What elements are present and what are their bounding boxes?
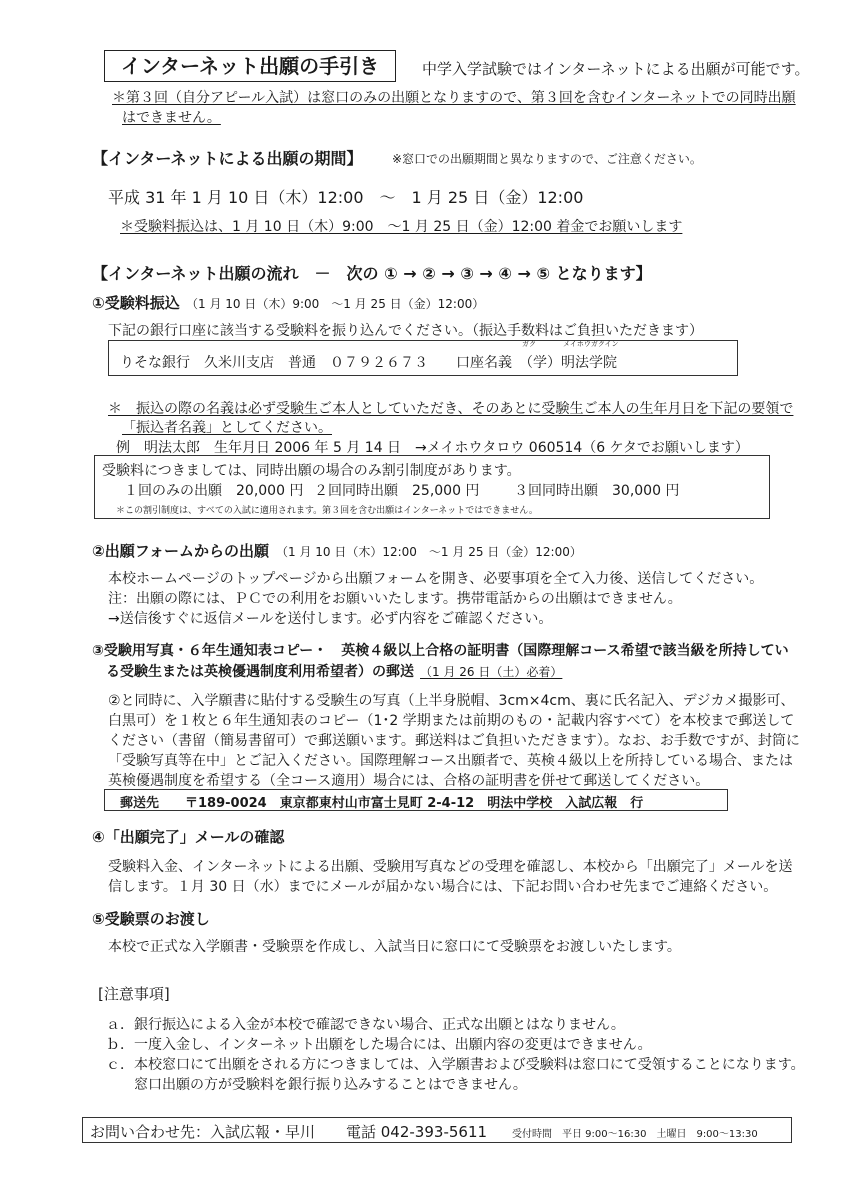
contact-phone: 電話 042-393-5611: [346, 1123, 488, 1141]
ruby-meiho: メイホウガクイン: [563, 340, 619, 348]
note-a: ａ．銀行振込による入金が本校で確認できない場合、正式な出願とはなりません。: [106, 1017, 625, 1033]
step2-period: （1 月 10 日（木）12:00 ～1 月 25 日（金）12:00）: [276, 545, 582, 559]
step5-title: ⑤受験票のお渡し: [92, 910, 210, 928]
fee-double: ２回同時出願 25,000 円: [314, 483, 480, 499]
step3-title-line2: る受験生または英検優遇制度利用希望者）の郵送: [106, 664, 414, 680]
contact-label: お問い合わせ先：入試広報・早川: [90, 1123, 316, 1141]
fee-single: １回のみの出願 20,000 円: [124, 483, 304, 499]
step2-line2: 注：出願の際には、ＰＣでの利用をお願いいたします。携帯電話からの出願はできません。: [108, 591, 682, 607]
period-heading-note: ※窓口での出願期間と異なりますので、ご注意ください。: [392, 152, 702, 166]
transfer-name-note-line2: 「振込者名義」としてください。: [122, 420, 332, 436]
round3-note-line1: ＊第３回（自分アピール入試）は窓口のみの出願となりますので、第３回を含むインターネットでの同時出願: [112, 90, 796, 106]
discount-text: 受験料につきましては、同時出願の場合のみ割引制度があります。: [102, 463, 521, 479]
step2-line1: 本校ホームページのトップページから出願フォームを開き、必要事項を全て入力後、送信してください。: [108, 571, 764, 587]
transfer-name-note-line1: ＊ 振込の際の名義は必ず受験生ご本人としていただき、そのあとに受験生ご本人の生年月日を下記の要領で: [108, 401, 794, 417]
step1-period: （1 月 10 日（木）9:00 ～1 月 25 日（金）12:00）: [186, 297, 485, 311]
transfer-name-example: 例 明法太郎 生年月日 2006 年 5 月 14 日 →メイホウタロウ 060514（6 ケタでお願いします）: [116, 440, 749, 456]
step2-title: ②出願フォームからの出願: [92, 542, 269, 560]
step1-title: ①受験料振込: [92, 294, 180, 312]
contact-hours: 受付時間 平日 9:00～16:30 土曜日 9:00～13:30: [512, 1129, 758, 1140]
step3-line4: 「受験写真等在中」とご記入ください。国際理解コース出願者で、英検４級以上を所持している場合、または: [108, 753, 794, 769]
step3-line2: 白黒可）を１枚と６年生通知表のコピー（1･2 学期または前期のもの・記載内容すべて）を本校まで郵送して: [108, 713, 795, 729]
step3-line5: 英検優遇制度を希望する（全コース適用）場合には、合格の証明書を併せて郵送してください。: [108, 773, 710, 789]
notes-heading: [注意事項]: [98, 985, 170, 1003]
step5-line: 本校で正式な入学願書・受験票を作成し、入試当日に窓口にて受験票をお渡しいたします。: [108, 939, 681, 955]
payment-deadline-note: ＊受験料振込は、1 月 10 日（木）9:00 ～1 月 25 日（金）12:00 着金でお願いします: [120, 219, 683, 235]
page-title: インターネット出願の手引き: [104, 50, 396, 82]
ruby-gaku: ガク: [522, 340, 536, 348]
note-c-cont: 窓口出願の方が受験料を銀行振り込みすることはできません。: [106, 1077, 527, 1093]
fee-triple: ３回同時出願 30,000 円: [514, 483, 680, 499]
note-b: ｂ．一度入金し、インターネット出願をした場合には、出願内容の変更はできません。: [106, 1037, 652, 1053]
note-c: ｃ．本校窓口にて出願をされる方につきましては、入学願書および受験料は窓口にて受領することになります。: [106, 1057, 805, 1073]
period-heading: 【インターネットによる出願の期間】: [92, 149, 363, 168]
step1-desc: 下記の銀行口座に該当する受験料を振り込んでください。（振込手数料はご負担いただきます）: [108, 323, 703, 339]
mail-to-address: 郵送先 〒189-0024 東京都東村山市富士見町 2-4-12 明法中学校 入試広報 行: [120, 796, 644, 811]
step3-line1: ②と同時に、入学願書に貼付する受験生の写真（上半身脱帽、3cm×4cm、裏に氏名記入、デジカメ撮影可、: [108, 693, 795, 709]
step3-line3: ください（書留（簡易書留可）で郵送願います。郵送料はご負担いただきます）。なお、お手数ですが、封筒に: [108, 733, 800, 749]
period-range: 平成 31 年 1 月 10 日（木）12:00 ～ 1 月 25 日（金）12:00: [108, 188, 584, 207]
round3-note-line2: はできません。: [122, 110, 221, 126]
step2-line3: →送信後すぐに返信メールを送付します。必ず内容をご確認ください。: [108, 611, 553, 627]
flow-heading: 【インターネット出願の流れ － 次の ① → ② → ③ → ④ → ⑤ となります】: [92, 264, 652, 283]
step3-deadline: （1 月 26 日（土）必着）: [420, 665, 563, 679]
bank-account: りそな銀行 久米川支店 普通 ０７９２６７３ 口座名義 （学）明法学院: [120, 355, 617, 371]
step4-line2: 信します。１月 30 日（水）までにメールが届かない場合には、下記お問い合わせ先までご連絡ください。: [108, 879, 778, 895]
intro-text: 中学入学試験ではインターネットによる出願が可能です。: [422, 60, 810, 78]
step3-title-line1: ③受験用写真・６年生通知表コピー・ 英検４級以上合格の証明書（国際理解コース希望で該当級を所持してい: [92, 643, 789, 659]
discount-note: ＊この割引制度は、すべての入試に適用されます。第３回を含む出願はインターネットではできません。: [116, 506, 538, 516]
step4-title: ④「出願完了」メールの確認: [92, 828, 285, 846]
step4-line1: 受験料入金、インターネットによる出願、受験用写真などの受理を確認し、本校から「出願完了」メールを送: [108, 859, 793, 875]
